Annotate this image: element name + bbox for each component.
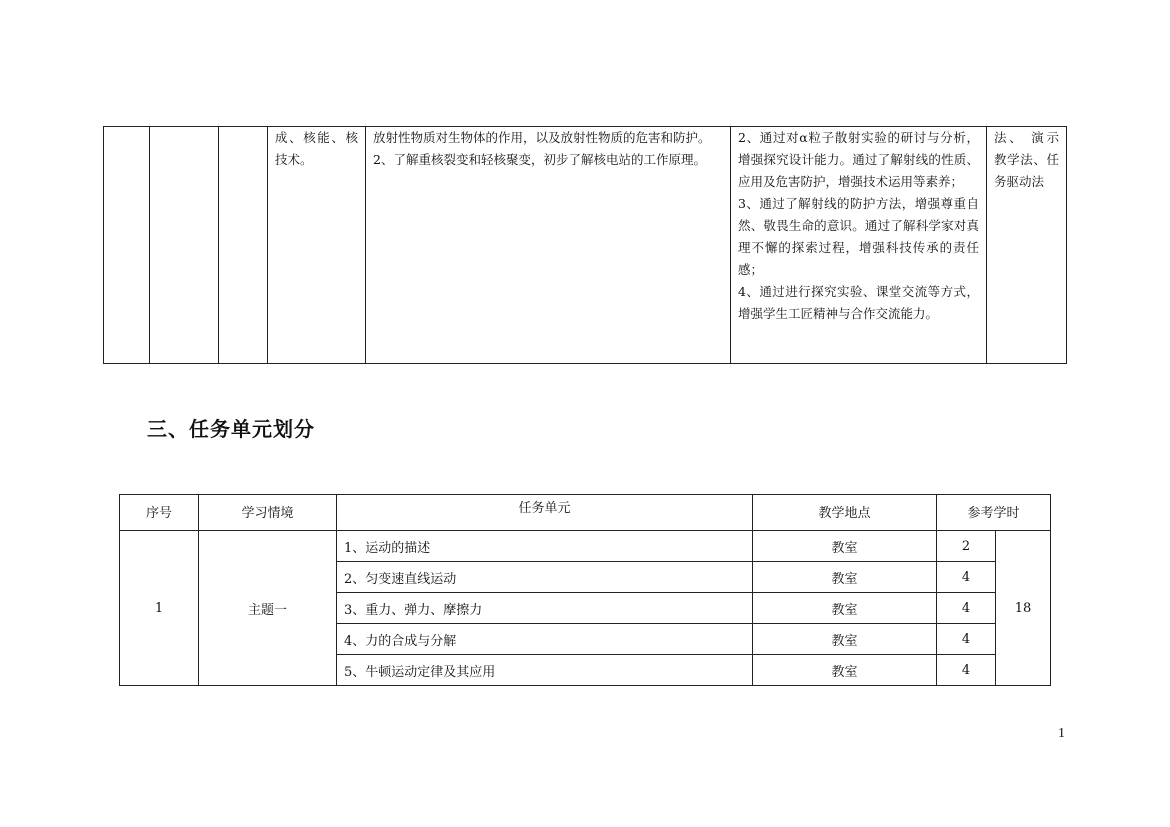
table-row xyxy=(104,127,1067,364)
ability-goals-cell xyxy=(731,127,987,364)
header-situation: 学习情境 xyxy=(199,495,337,531)
table-header-row xyxy=(120,495,1051,531)
task-location: 教室 xyxy=(753,624,937,655)
task-unit: 3、重力、弹力、摩擦力 xyxy=(337,593,753,624)
section-heading: 三、任务单元划分 xyxy=(147,417,315,441)
header-index: 序号 xyxy=(120,495,199,531)
header-task-unit: 任务单元 xyxy=(337,495,753,531)
group-situation: 主题一 xyxy=(199,531,337,686)
teaching-content-cell: 成、核能、核技术。 xyxy=(268,127,366,364)
task-unit: 4、力的合成与分解 xyxy=(337,624,753,655)
task-hours: 2 xyxy=(937,531,996,562)
task-location: 教室 xyxy=(753,531,937,562)
header-hours: 参考学时 xyxy=(937,495,1051,531)
knowledge-paragraph: 2、了解重核裂变和轻核聚变，初步了解核电站的工作原理。 xyxy=(373,152,706,167)
task-hours: 4 xyxy=(937,593,996,624)
task-units-table xyxy=(119,494,1051,686)
empty-cell xyxy=(219,127,268,364)
task-location: 教室 xyxy=(753,562,937,593)
course-content-table-continued xyxy=(103,126,1067,364)
total-hours: 18 xyxy=(996,531,1051,686)
empty-cell xyxy=(150,127,219,364)
task-unit: 5、牛顿运动定律及其应用 xyxy=(337,655,753,686)
task-unit: 1、运动的描述 xyxy=(337,531,753,562)
table-row xyxy=(120,531,1051,562)
goal-paragraph: 3、通过了解射线的防护方法，增强尊重自然、敬畏生命的意识。通过了解科学家对真理不懈的探索过程，增强科技传承的责任感； xyxy=(738,196,979,277)
task-unit: 2、匀变速直线运动 xyxy=(337,562,753,593)
knowledge-goals-cell xyxy=(366,127,731,364)
page-number: 1 xyxy=(1058,726,1065,741)
goal-paragraph: 2、通过对α粒子散射实验的研讨与分析，增强探究设计能力。通过了解射线的性质、应用及危害防护，增强技术运用等素养； xyxy=(738,130,979,189)
knowledge-paragraph: 放射性物质对生物体的作用，以及放射性物质的危害和防护。 xyxy=(373,130,711,145)
empty-cell xyxy=(104,127,150,364)
header-location: 教学地点 xyxy=(753,495,937,531)
task-location: 教室 xyxy=(753,655,937,686)
task-hours: 4 xyxy=(937,655,996,686)
goal-paragraph: 4、通过进行探究实验、课堂交流等方式，增强学生工匠精神与合作交流能力。 xyxy=(738,284,979,321)
teaching-methods-cell: 法、 演示教学法、任务驱动法 xyxy=(987,127,1067,364)
task-hours: 4 xyxy=(937,624,996,655)
task-location: 教室 xyxy=(753,593,937,624)
group-index: 1 xyxy=(120,531,199,686)
task-hours: 4 xyxy=(937,562,996,593)
